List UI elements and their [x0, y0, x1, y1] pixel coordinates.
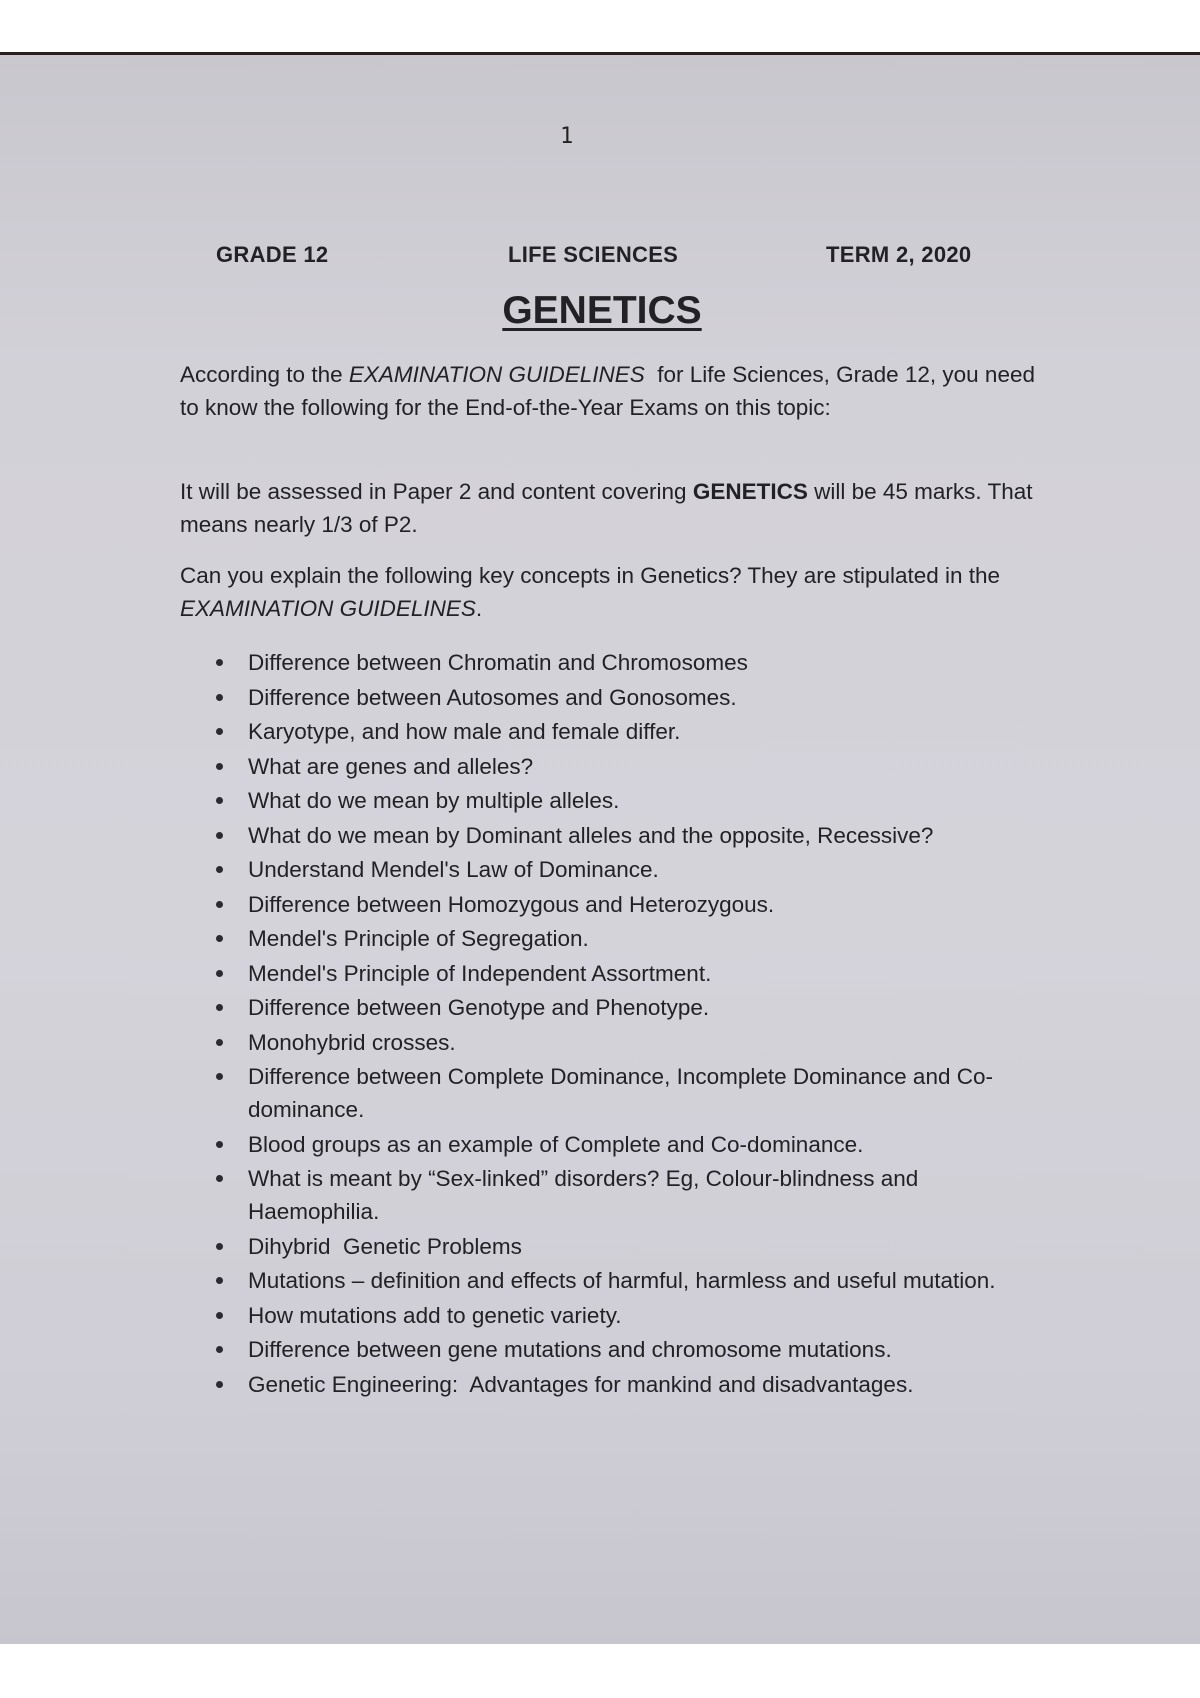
intro-text-start: According to the: [180, 362, 349, 387]
list-item: Difference between Complete Dominance, Incomplete Dominance and Co-dominance.: [214, 1060, 1044, 1126]
header-grade: GRADE 12: [216, 242, 329, 267]
list-item: Difference between gene mutations and chromosome mutations.: [214, 1333, 1044, 1366]
list-item: What are genes and alleles?: [214, 750, 1044, 783]
header-term: TERM 2, 2020: [826, 242, 972, 267]
assessment-text-end: will be 45 marks. That means nearly 1/3 of P2.: [180, 479, 1033, 537]
assessment-text-start: It will be assessed in Paper 2 and content covering: [180, 479, 693, 504]
list-item: Dihybrid Genetic Problems: [214, 1230, 1044, 1263]
list-item: Difference between Genotype and Phenotype.: [214, 991, 1044, 1024]
list-item: What do we mean by Dominant alleles and the opposite, Recessive?: [214, 819, 1044, 852]
list-item: How mutations add to genetic variety.: [214, 1299, 1044, 1332]
assessment-paragraph: [180, 475, 1040, 541]
assessment-topic: GENETICS: [692, 479, 808, 504]
question-text-start: Can you explain the following key concepts in Genetics? They are stipulated in the: [180, 563, 1001, 588]
guidelines-reference: EXAMINATION GUIDELINES: [348, 362, 645, 387]
list-item: Understand Mendel's Law of Dominance.: [214, 853, 1044, 886]
key-concepts-list: [214, 646, 1044, 1402]
list-item: Mutations – definition and effects of harmful, harmless and useful mutation.: [214, 1264, 1044, 1297]
intro-text-end: for Life Sciences, Grade 12, you need to know the following for the End-of-the-Year Exams on this topic:: [180, 362, 1042, 420]
question-text-end: .: [475, 596, 483, 621]
list-item: Mendel's Principle of Independent Assortment.: [214, 957, 1044, 990]
list-item: Difference between Chromatin and Chromosomes: [214, 646, 1044, 679]
list-item: What do we mean by multiple alleles.: [214, 784, 1044, 817]
list-item: Blood groups as an example of Complete and Co-dominance.: [214, 1128, 1044, 1161]
question-paragraph: [180, 559, 1040, 625]
list-item: Difference between Homozygous and Heterozygous.: [214, 888, 1044, 921]
list-item: Monohybrid crosses.: [214, 1026, 1044, 1059]
header-subject: LIFE SCIENCES: [508, 242, 679, 267]
list-item: Genetic Engineering: Advantages for mankind and disadvantages.: [214, 1368, 1044, 1401]
list-item: Mendel's Principle of Segregation.: [214, 922, 1044, 955]
page-number: 1: [560, 124, 574, 149]
page-title: GENETICS: [502, 289, 702, 332]
list-item: Difference between Autosomes and Gonosomes.: [214, 681, 1044, 714]
intro-paragraph: [180, 358, 1040, 424]
list-item: What is meant by “Sex-linked” disorders? Eg, Colour-blindness and Haemophilia.: [214, 1162, 1044, 1228]
paper-page: [0, 52, 1200, 1644]
list-item: Karyotype, and how male and female differ.: [214, 715, 1044, 748]
guidelines-reference: EXAMINATION GUIDELINES: [180, 596, 476, 621]
